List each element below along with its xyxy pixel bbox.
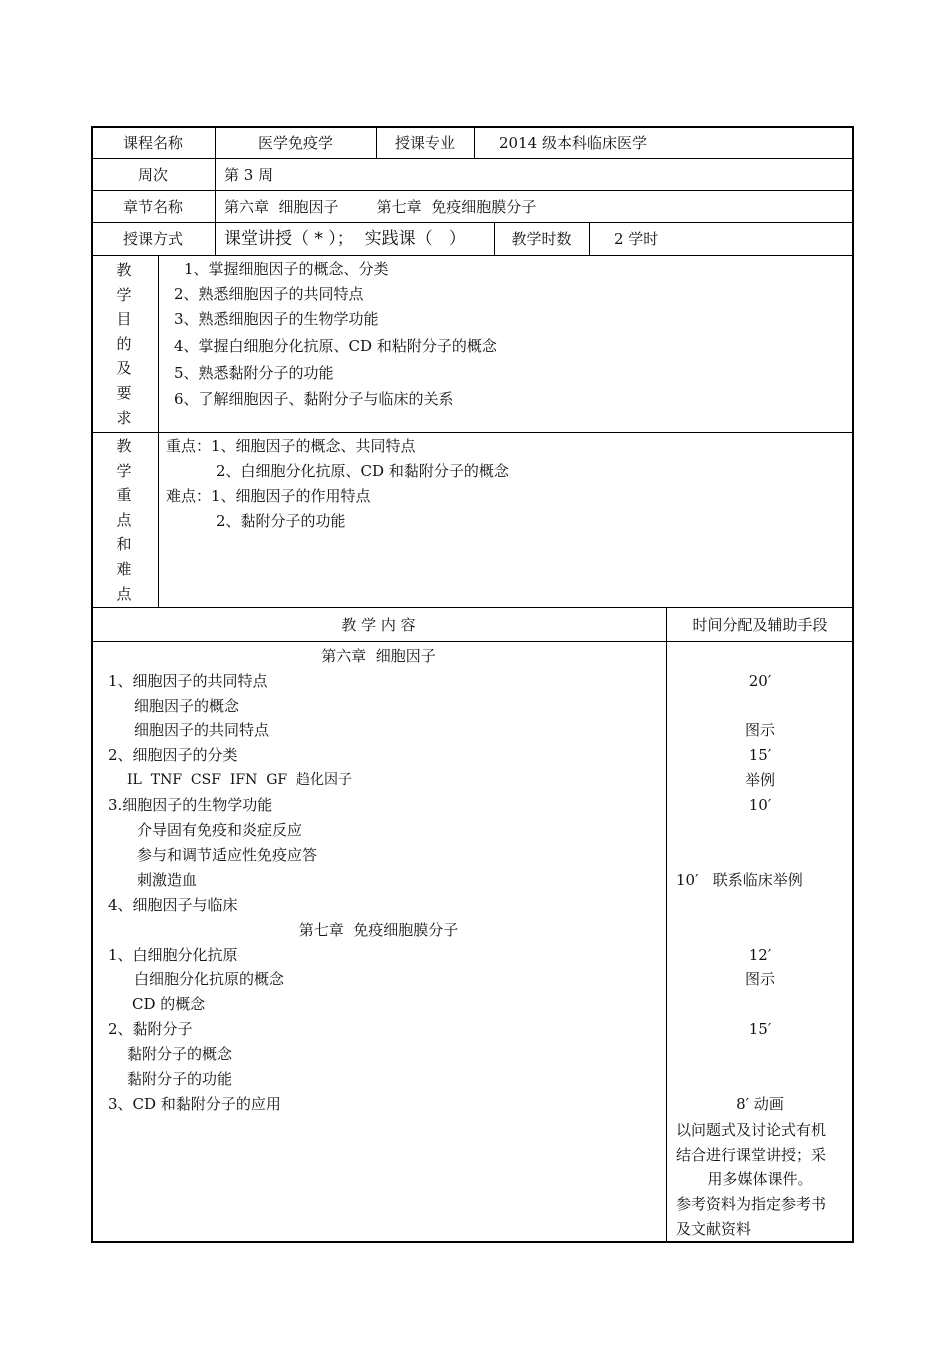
method-note: 以问题式及讨论式有机: [676, 1121, 827, 1139]
keypoint-line: 2、白细胞分化抗原、CD 和黏附分子的概念: [216, 462, 509, 480]
content-line: 4、细胞因子与临床: [108, 896, 238, 914]
content-line: 刺激造血: [137, 871, 198, 889]
content-line: 3.细胞因子的生物学功能: [108, 796, 273, 814]
time-note: 15′: [748, 1020, 772, 1038]
label-char: 教: [116, 437, 132, 455]
major-value: 2014 级本科临床医学: [499, 134, 647, 152]
method-note: 及文献资料: [676, 1220, 752, 1238]
label-char: 教: [116, 261, 132, 279]
row-divider: [91, 158, 854, 159]
time-note: 20′: [748, 672, 772, 690]
content-line: 白细胞分化抗原的概念: [134, 970, 285, 988]
keypoint-line: 难点：1、细胞因子的作用特点: [166, 487, 371, 505]
col-divider: [666, 607, 667, 1243]
time-note: 10′ 联系临床举例: [676, 871, 803, 889]
method-note: 用多媒体课件。: [707, 1170, 813, 1188]
content-line: IL TNF CSF IFN GF 趋化因子: [127, 772, 353, 788]
content-line: 3、CD 和黏附分子的应用: [108, 1095, 281, 1113]
label-char: 的: [116, 334, 132, 353]
objective-item: 1、掌握细胞因子的概念、分类: [184, 260, 389, 278]
teaching-method-label: 授课方式: [122, 230, 183, 248]
time-note: 图示: [744, 721, 775, 739]
time-note: 10′: [748, 796, 772, 814]
label-char: 学: [116, 285, 132, 304]
time-note: 举例: [744, 771, 775, 789]
week-label: 周次: [137, 166, 168, 184]
major-label: 授课专业: [394, 134, 455, 152]
chapter-value: 第六章 细胞因子 第七章 免疫细胞膜分子: [224, 198, 537, 216]
time-note: 15′: [748, 746, 772, 764]
objectives-label: [114, 258, 134, 430]
objective-item: 2、熟悉细胞因子的共同特点: [174, 285, 364, 303]
label-char: 要: [116, 383, 132, 402]
content-line: CD 的概念: [132, 995, 206, 1013]
time-note: 12′: [748, 946, 772, 964]
content-line: 1、白细胞分化抗原: [108, 946, 238, 964]
label-char: 学: [116, 461, 132, 480]
row-divider: [91, 607, 854, 608]
label-char: 和: [116, 535, 132, 554]
label-char: 求: [116, 408, 132, 427]
content-header: 教 学 内 容: [341, 616, 416, 634]
time-allocation-header: 时间分配及辅助手段: [692, 616, 828, 634]
method-note: 参考资料为指定参考书: [676, 1195, 827, 1213]
label-char: 重: [116, 486, 132, 505]
course-name-label: 课程名称: [122, 134, 183, 152]
keypoint-line: 重点：1、细胞因子的概念、共同特点: [166, 437, 416, 455]
content-line: 介导固有免疫和炎症反应: [137, 821, 303, 839]
chapter-label: 章节名称: [122, 198, 183, 216]
content-line: 黏附分子的功能: [127, 1070, 233, 1088]
objective-item: 6、了解细胞因子、黏附分子与临床的关系: [174, 390, 454, 408]
week-value: 第 3 周: [224, 166, 274, 184]
teaching-hours-label: 教学时数: [511, 230, 572, 248]
label-char: 难: [116, 559, 132, 578]
objective-item: 5、熟悉黏附分子的功能: [174, 364, 334, 382]
label-char: 点: [116, 510, 132, 529]
row-divider: [91, 432, 854, 433]
col-divider: [474, 126, 475, 158]
teaching-method-value: 课堂讲授（ * ）； 实践课（ ）: [224, 229, 466, 249]
content-line: 参与和调节适应性免疫应答: [137, 846, 318, 864]
content-line: 细胞因子的共同特点: [134, 721, 270, 739]
chapter6-title: 第六章 细胞因子: [321, 647, 436, 665]
row-divider: [91, 641, 854, 642]
time-note: 图示: [744, 970, 775, 988]
col-divider: [589, 222, 590, 255]
content-line: 2、黏附分子: [108, 1020, 193, 1038]
row-divider: [91, 255, 854, 256]
col-divider: [158, 255, 159, 607]
keypoints-label: [114, 434, 134, 606]
row-divider: [91, 222, 854, 223]
content-line: 黏附分子的概念: [127, 1045, 233, 1063]
course-name-value: 医学免疫学: [257, 134, 333, 152]
content-line: 细胞因子的概念: [134, 697, 240, 715]
label-char: 目: [116, 310, 132, 329]
objective-item: 4、掌握白细胞分化抗原、CD 和粘附分子的概念: [174, 337, 497, 355]
time-note: 8′ 动画: [736, 1095, 784, 1113]
row-divider: [91, 190, 854, 191]
keypoint-line: 2、黏附分子的功能: [216, 512, 346, 530]
method-note: 结合进行课堂讲授；采: [676, 1146, 827, 1164]
label-char: 及: [116, 359, 132, 378]
label-char: 点: [116, 584, 132, 603]
content-line: 2、细胞因子的分类: [108, 746, 238, 764]
objective-item: 3、熟悉细胞因子的生物学功能: [174, 310, 379, 328]
chapter7-title: 第七章 免疫细胞膜分子: [298, 921, 459, 939]
teaching-hours-value: 2 学时: [614, 230, 659, 248]
content-line: 1、细胞因子的共同特点: [108, 672, 268, 690]
